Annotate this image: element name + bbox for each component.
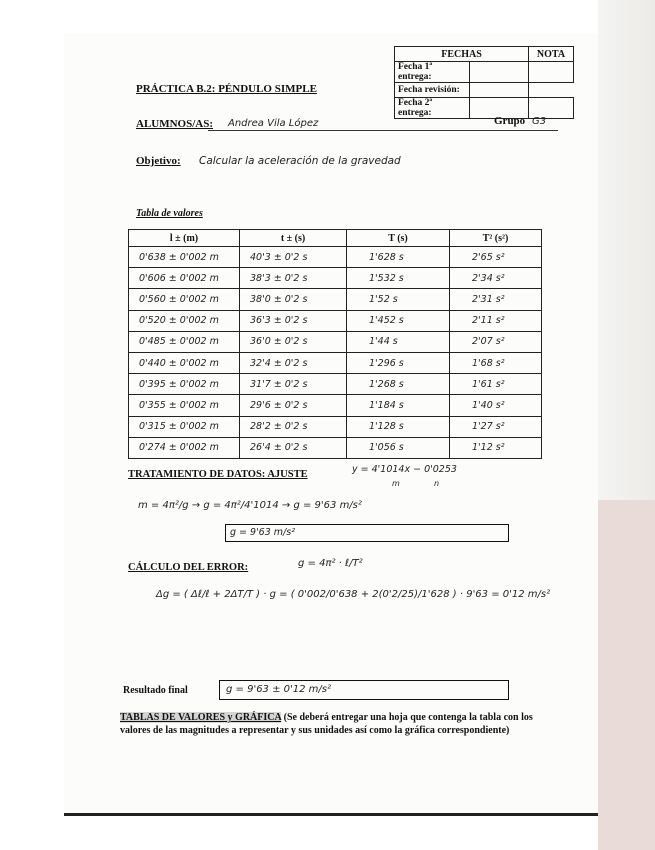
resultado-box xyxy=(219,680,509,700)
table-row xyxy=(129,374,542,395)
time-cell: 28'2 ± 0'2 s xyxy=(240,416,347,437)
period-squared-cell: 2'11 s² xyxy=(450,310,542,331)
period-squared-cell: 1'12 s² xyxy=(450,437,542,458)
header-length: l ± (m) xyxy=(129,230,240,247)
fecha-2-label: Fecha 2ª entrega: xyxy=(395,98,470,119)
practica-title: PRÁCTICA B.2: PÉNDULO SIMPLE xyxy=(136,83,317,95)
period-cell: 1'44 s xyxy=(347,331,450,352)
grupo-label: Grupo xyxy=(494,115,526,127)
time-cell: 26'4 ± 0'2 s xyxy=(240,437,347,458)
period-cell: 1'296 s xyxy=(347,352,450,373)
alumnos-underline xyxy=(208,130,558,131)
period-squared-cell: 2'07 s² xyxy=(450,331,542,352)
fechas-table xyxy=(394,46,574,119)
length-cell: 0'440 ± 0'002 m xyxy=(129,352,240,373)
length-cell: 0'355 ± 0'002 m xyxy=(129,395,240,416)
tabla-title: Tabla de valores xyxy=(136,208,203,219)
resultado-label: Resultado final xyxy=(123,685,188,696)
length-cell: 0'485 ± 0'002 m xyxy=(129,331,240,352)
header-period: T (s) xyxy=(347,230,450,247)
objetivo-label: Objetivo: xyxy=(136,155,181,167)
fecha-revision-label: Fecha revisión: xyxy=(395,83,470,98)
footer-note-block xyxy=(120,712,548,737)
length-cell: 0'638 ± 0'002 m xyxy=(129,247,240,268)
length-cell: 0'274 ± 0'002 m xyxy=(129,437,240,458)
period-cell: 1'532 s xyxy=(347,268,450,289)
time-cell: 38'0 ± 0'2 s xyxy=(240,289,347,310)
table-row xyxy=(129,310,542,331)
length-cell: 0'560 ± 0'002 m xyxy=(129,289,240,310)
period-squared-cell: 2'31 s² xyxy=(450,289,542,310)
period-squared-cell: 2'65 s² xyxy=(450,247,542,268)
period-cell: 1'52 s xyxy=(347,289,450,310)
time-cell: 36'3 ± 0'2 s xyxy=(240,310,347,331)
nota-header: NOTA xyxy=(529,47,574,62)
period-squared-cell: 1'61 s² xyxy=(450,374,542,395)
grupo-value: G3 xyxy=(532,116,547,127)
header-period-squared: T² (s²) xyxy=(450,230,542,247)
fechas-header: FECHAS xyxy=(395,47,529,62)
period-cell: 1'056 s xyxy=(347,437,450,458)
table-row xyxy=(129,395,542,416)
period-squared-cell: 1'68 s² xyxy=(450,352,542,373)
nota-value xyxy=(529,62,574,83)
time-cell: 32'4 ± 0'2 s xyxy=(240,352,347,373)
time-cell: 40'3 ± 0'2 s xyxy=(240,247,347,268)
alumnos-label: ALUMNOS/AS: xyxy=(136,118,214,130)
period-squared-cell: 1'27 s² xyxy=(450,416,542,437)
error-formula: g = 4π² · ℓ/T² xyxy=(298,558,363,569)
table-row xyxy=(129,437,542,458)
length-cell: 0'315 ± 0'002 m xyxy=(129,416,240,437)
time-cell: 36'0 ± 0'2 s xyxy=(240,331,347,352)
time-cell: 31'7 ± 0'2 s xyxy=(240,374,347,395)
length-cell: 0'395 ± 0'002 m xyxy=(129,374,240,395)
objetivo-value: Calcular la aceleración de la gravedad xyxy=(199,155,401,167)
table-row xyxy=(129,289,542,310)
error-expression: Δg = ( Δℓ/ℓ + 2ΔT/T ) · g = ( 0'002/0'638 + 2(0'2/25)/1'628 ) · 9'63 = 0'12 m/s² xyxy=(156,589,551,600)
fecha-1-label: Fecha 1ª entrega: xyxy=(395,62,470,83)
fecha-1-value xyxy=(470,62,529,83)
tablas-label: TABLAS DE VALORES y GRÁFICA xyxy=(120,712,282,723)
background-shade xyxy=(598,500,655,850)
alumnos-value: Andrea Vila López xyxy=(228,118,319,129)
fit-n-label: n xyxy=(434,479,440,488)
time-cell: 29'6 ± 0'2 s xyxy=(240,395,347,416)
values-table xyxy=(128,229,542,459)
period-cell: 1'128 s xyxy=(347,416,450,437)
time-cell: 38'3 ± 0'2 s xyxy=(240,268,347,289)
period-cell: 1'452 s xyxy=(347,310,450,331)
resultado-value: g = 9'63 ± 0'12 m/s² xyxy=(226,684,331,695)
boxed-g-text: g = 9'63 m/s² xyxy=(230,527,296,538)
table-row xyxy=(129,247,542,268)
boxed-g-result xyxy=(225,524,509,542)
length-cell: 0'520 ± 0'002 m xyxy=(129,310,240,331)
table-row xyxy=(129,331,542,352)
header-time: t ± (s) xyxy=(240,230,347,247)
footer-note: (Se deberá entregar una hoja que contenga la tabla con los valores de las magnitudes a representar y sus unidades así como la gráfica correspondiente) xyxy=(120,712,533,736)
period-squared-cell: 2'34 s² xyxy=(450,268,542,289)
fecha-revision-value xyxy=(470,83,529,98)
fit-m-label: m xyxy=(392,479,400,488)
period-squared-cell: 1'40 s² xyxy=(450,395,542,416)
period-cell: 1'628 s xyxy=(347,247,450,268)
period-cell: 1'268 s xyxy=(347,374,450,395)
period-cell: 1'184 s xyxy=(347,395,450,416)
table-row xyxy=(129,268,542,289)
derivation: m = 4π²/g → g = 4π²/4'1014 → g = 9'63 m/s² xyxy=(138,500,362,511)
table-row xyxy=(129,416,542,437)
error-heading: CÁLCULO DEL ERROR: xyxy=(128,562,249,573)
fit-equation: y = 4'1014x − 0'0253 xyxy=(352,464,457,475)
length-cell: 0'606 ± 0'002 m xyxy=(129,268,240,289)
table-row xyxy=(129,352,542,373)
ajuste-heading: TRATAMIENTO DE DATOS: AJUSTE xyxy=(128,469,308,480)
